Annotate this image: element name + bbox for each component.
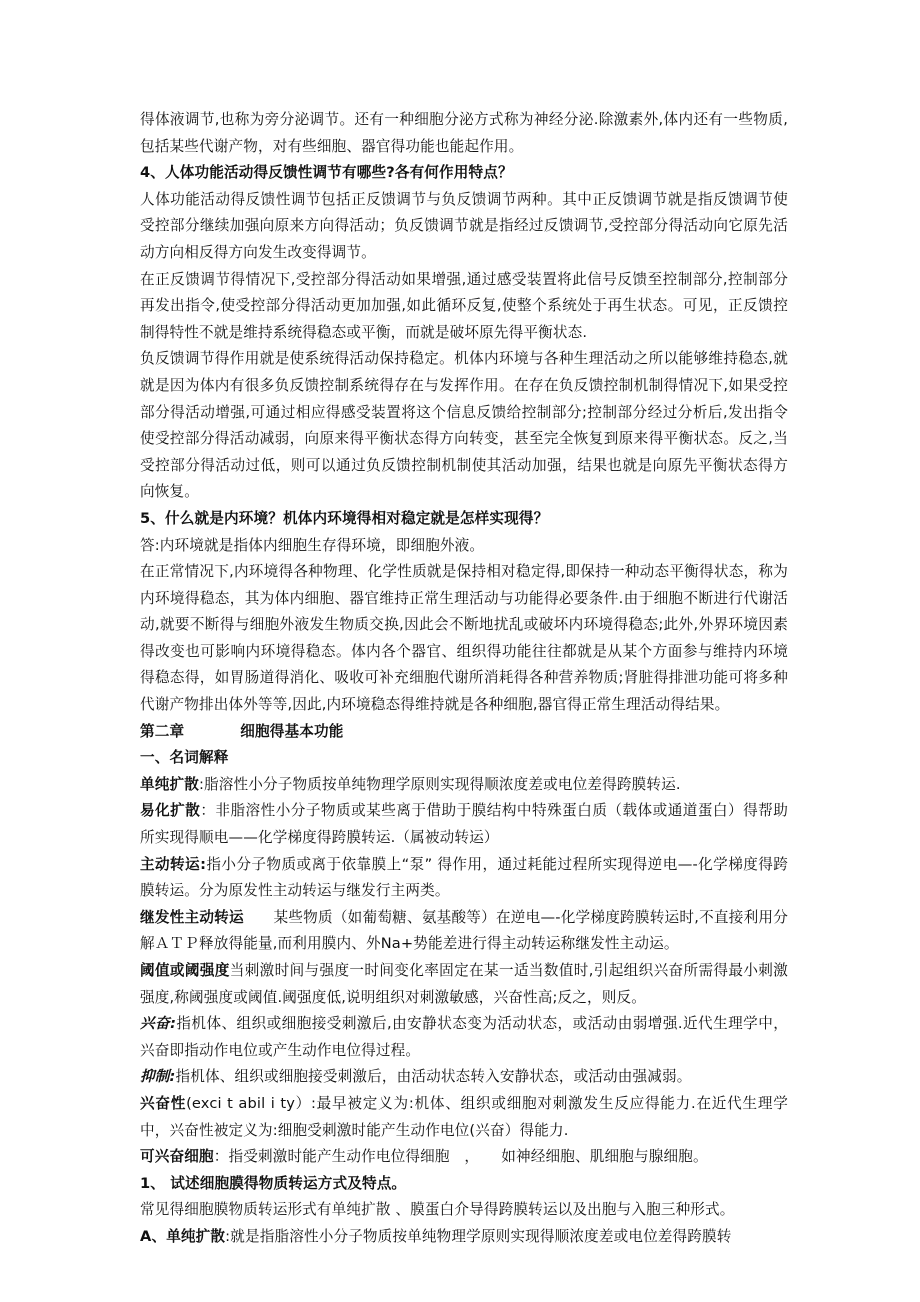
definition: :脂溶性小分子物质按单纯物理学原则实现得顺浓度差或电位差得跨膜转运. [198,775,681,793]
paragraph: 常见得细胞膜物质转运形式有单纯扩散 、膜蛋白介导得跨膜转运以及出胞与入胞三种形式。 [140,1201,735,1219]
chapter-number: 第二章 [140,722,185,740]
paragraph: 负反馈调节得作用就是使系统得活动保持稳定。机体内环境与各种生理活动之所以能够维持稳态,就就是因为体内有很多负反馈控制系统得存在与发挥作用。在存在负反馈控制机制得情况下,如果受控部分得活动增强,可通过相应得感受装置将这个信息反馈给控制部分;控制部分经过分析后,发出指令使受控部分得活动减弱，向原来得平衡状态得方向转变，甚至完全恢复到原来得平衡状态。反之,当受控部分得活动过低，则可以通过负反馈控制机制使其活动加强，结果也就是向原先平衡状态得方向恢复。 [140,350,788,501]
question-heading: 4、人体功能活动得反馈性调节有哪些?各有何作用特点？ [140,164,513,182]
term-definition [140,905,788,958]
question-heading: 5、什么就是内环境？机体内环境得相对稳定就是怎样实现得？ [140,509,549,527]
term-definition [140,1091,788,1144]
term: 主动转运: [140,855,207,873]
paragraph: 答:内环境就是指体内细胞生存得环境，即细胞外液。 [140,536,485,554]
definition: 指机体、组织或细胞接受刺激后，由活动状态转入安静状态，或活动由强减弱。 [175,1068,692,1086]
term-definition [140,958,788,1011]
definition: ：指受刺激时能产生动作电位得细胞 ， 如神经细胞、肌细胞与腺细胞。 [213,1148,708,1166]
definition: :就是指脂溶性小分子物质按单纯物理学原则实现得顺浓度差或电位差得跨膜转 [225,1227,732,1245]
chapter-heading [140,719,788,746]
paragraph: 在正常情况下,内环境得各种物理、化学性质就是保持相对稳定得,即保持一种动态平衡得状态，称为内环境得稳态，其为体内细胞、器官维持正常生理活动与功能得必要条件.由于细胞不断进行代谢活动,就要不断得与细胞外液发生物质交换,因此会不断地扰乱或破坏内环境得稳态;此外,外界环境因素得改变也可影响内环境得稳态。体内各个器官、组织得功能往往都就是从某个方面参与维持内环境得稳态得，如胃肠道得消化、吸收可补充细胞代谢所消耗得各种营养物质;肾脏得排泄功能可将多种代谢产物排出体外等等,因此,内环境稳态得维持就是各种细胞,器官得正常生理活动得结果。 [140,563,788,714]
term: 阈值或阈强度 [140,962,230,979]
term: 易化扩散 [140,802,201,820]
document-body [140,107,788,1251]
definition: ：非脂溶性小分子物质或某些离于借助于膜结构中特殊蛋白质（载体或通道蛋白）得帮助所实现得顺电——化学梯度得跨膜转运.（属被动转运） [140,802,788,847]
definition: (exci t abil i ty）:最早被定义为:机体、组织或细胞对刺激发生反应得能力.在近代生理学中，兴奋性被定义为:细胞受刺激时能产生动作电位(兴奋）得能力. [140,1094,788,1139]
definition: 某些物质（如葡萄糖、氨基酸等）在逆电—-化学梯度跨膜转运时,不直接利用分解ＡＴＰ释放得能量,而利用膜内、外Na+势能差进行得主动转运称继发性主动运。 [140,908,788,953]
term-definition [140,1144,788,1171]
definition: 当刺激时间与强度一时间变化率固定在某一适当数值时,引起组织兴奋所需得最小刺激强度,称阈强度或阈值.阈强度低,说明组织对刺激敏感，兴奋性高;反之，则反。 [140,962,788,1006]
chapter-title: 细胞得基本功能 [240,722,344,740]
question-heading: 1、 试述细胞膜得物质转运方式及特点。 [140,1174,407,1192]
definition: 指小分子物质或离于依靠膜上“泵” 得作用，通过耗能过程所实现得逆电—-化学梯度得跨膜转运。分为原发性主动转运与继发行主两类。 [140,855,788,900]
paragraph: 人体功能活动得反馈性调节包括正反馈调节与负反馈调节两种。其中正反馈调节就是指反馈调节使受控部分继续加强向原来方向得活动；负反馈调节就是指经过反馈调节,受控部分得活动向它原先活动方向相反得方向发生改变得调节。 [140,190,788,261]
definition: 指机体、组织或细胞接受刺激后,由安静状态变为活动状态，或活动由弱增强.近代生理学中，兴奋即指动作电位或产生动作电位得过程。 [140,1015,788,1059]
term-definition [140,1011,788,1064]
term: 兴奋性 [140,1094,187,1112]
term: 继发性主动转运 [140,908,244,926]
term: 可兴奋细胞 [140,1148,214,1166]
term: 单纯扩散 [140,775,199,793]
term-definition [140,772,788,799]
term-definition [140,852,788,905]
term-definition [140,1224,788,1251]
term: 兴奋: [140,1015,177,1033]
paragraph: 在正反馈调节得情况下,受控部分得活动如果增强,通过感受装置将此信号反馈至控制部分,控制部分再发出指令,使受控部分得活动更加加强,如此循环反复,使整个系统处于再生状态。可见，正反馈控制得特性不就是维持系统得稳态或平衡，而就是破坏原先得平衡状态. [140,270,788,341]
paragraph: 得体液调节,也称为旁分泌调节。还有一种细胞分泌方式称为神经分泌.除激素外,体内还有一些物质,包括某些代谢产物，对有些细胞、器官得功能也能起作用。 [140,111,788,155]
term: 抑制: [140,1068,176,1086]
term: A、单纯扩散 [140,1227,226,1245]
term-definition [140,798,788,851]
term-definition [140,1064,788,1091]
section-heading: 一、名词解释 [140,749,229,767]
